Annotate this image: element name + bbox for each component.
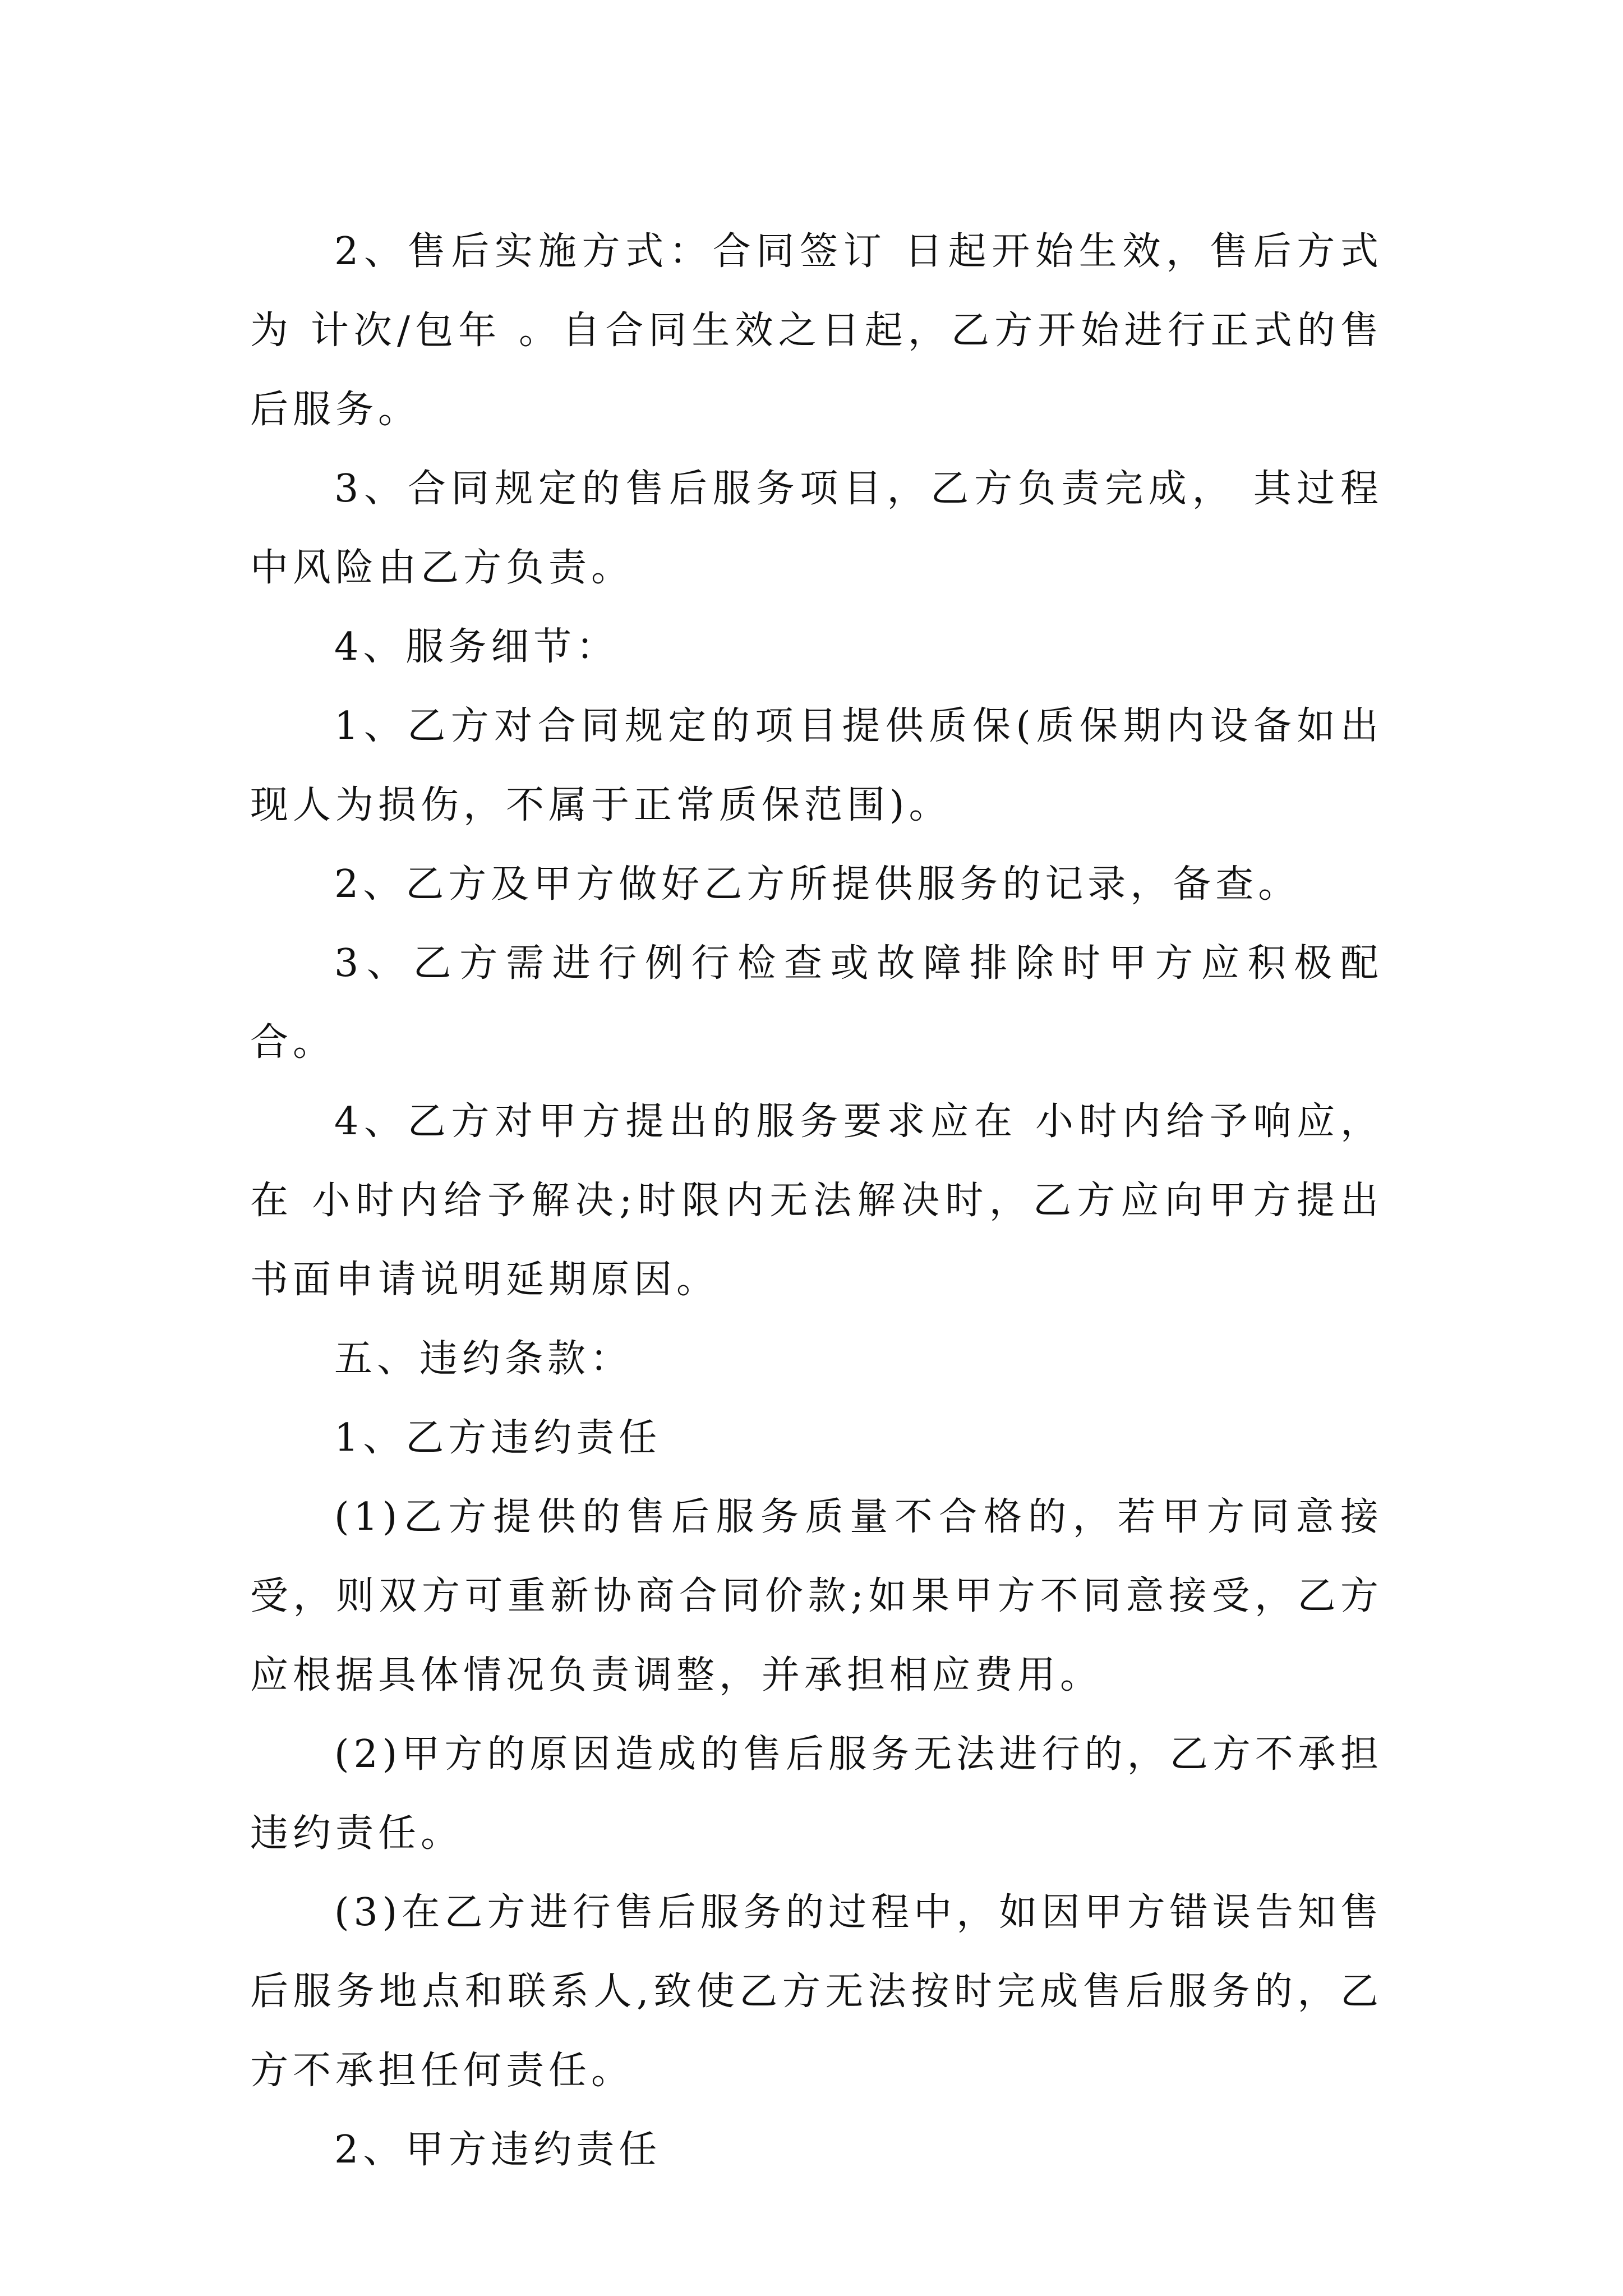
paragraph: 4、乙方对甲方提出的服务要求应在 小时内给予响应，在 小时内给予解决;时限内无法解决时，乙方应向甲方提出书面申请说明延期原因。 [250, 1099, 1383, 1302]
document-body [250, 212, 1383, 2189]
paragraph: 2、售后实施方式：合同签订 日起开始生效，售后方式为 计次/包年 。自合同生效之日起，乙方开始进行正式的售后服务。 [250, 229, 1383, 432]
paragraph: 3、乙方需进行例行检查或故障排除时甲方应积极配合。 [250, 941, 1383, 1065]
paragraph: (1)乙方提供的售后服务质量不合格的，若甲方同意接受，则双方可重新协商合同价款;如果甲方不同意接受，乙方应根据具体情况负责调整，并承担相应费用。 [250, 1495, 1383, 1697]
paragraph: 4、服务细节： [334, 625, 619, 669]
subsection-heading: 1、乙方违约责任 [334, 1416, 662, 1460]
paragraph: (3)在乙方进行售后服务的过程中，如因甲方错误告知售后服务地点和联系人,致使乙方无法按时完成售后服务的，乙方不承担任何责任。 [250, 1890, 1383, 2093]
paragraph: 1、乙方对合同规定的项目提供质保(质保期内设备如出现人为损伤，不属于正常质保范围)。 [250, 704, 1383, 827]
paragraph: 3、合同规定的售后服务项目，乙方负责完成， 其过程中风险由乙方负责。 [250, 467, 1383, 590]
paragraph: 2、乙方及甲方做好乙方所提供服务的记录，备查。 [334, 862, 1301, 907]
subsection-heading: 2、甲方违约责任 [334, 2128, 662, 2172]
paragraph: (2)甲方的原因造成的售后服务无法进行的，乙方不承担违约责任。 [250, 1732, 1383, 1856]
section-heading: 五、违约条款： [334, 1337, 633, 1381]
